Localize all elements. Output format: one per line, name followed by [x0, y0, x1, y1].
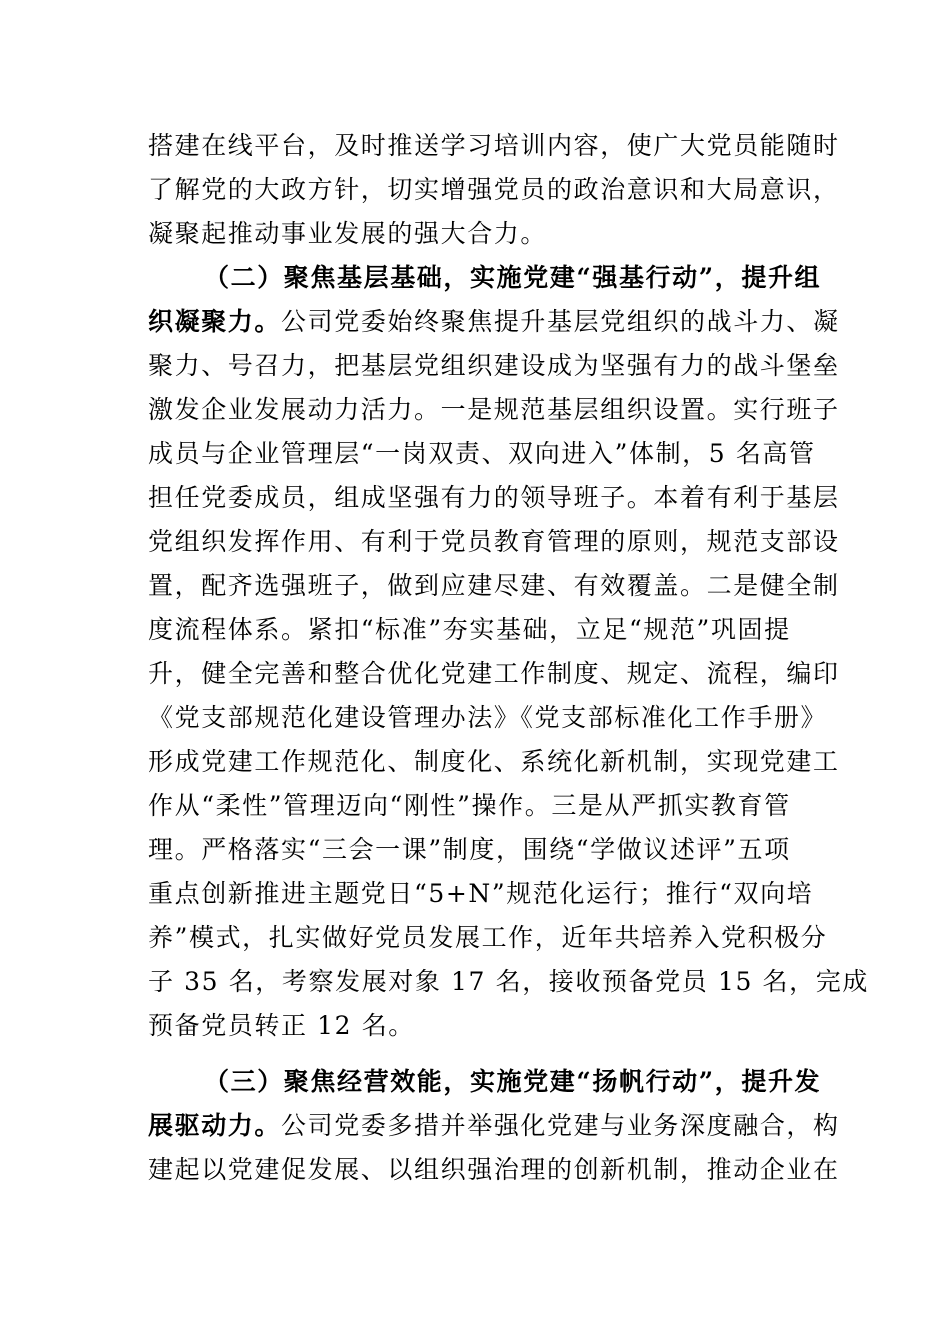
paragraph-line: 担任党委成员，组成坚强有力的领导班子。本着有利于基层: [148, 483, 840, 512]
paragraph-line: 置，配齐选强班子，做到应建尽建、有效覆盖。二是健全制: [148, 571, 840, 600]
paragraph-line: 成员与企业管理层“一岗双责、双向进入”体制，5 名高管: [148, 439, 816, 468]
section-heading-end: 展驱动力。: [148, 1111, 282, 1140]
paragraph-line: 子 35 名，考察发展对象 17 名，接收预备党员 15 名，完成: [148, 967, 869, 996]
paragraph-line: 凝聚起推动事业发展的强大合力。: [148, 219, 548, 248]
paragraph-line: 养”模式，扎实做好党员发展工作，近年共培养入党积极分: [148, 923, 828, 952]
paragraph-line: [148, 300, 840, 344]
paragraph-line: 升，健全完善和整合优化党建工作制度、规定、流程，编印: [148, 659, 840, 688]
paragraph-line: 形成党建工作规范化、制度化、系统化新机制，实现党建工: [148, 747, 840, 776]
paragraph-line: 作从“柔性”管理迈向“刚性”操作。三是从严抓实教育管: [148, 791, 791, 820]
section-heading-end: 织凝聚力。: [148, 307, 282, 336]
paragraph-line: 聚力、号召力，把基层党组织建设成为坚强有力的战斗堡垒: [148, 351, 840, 380]
paragraph-line: 重点创新推进主题党日“5+N”规范化运行；推行“双向培: [148, 879, 814, 908]
paragraph-text: 公司党委多措并举强化党建与业务深度融合，构: [281, 1111, 840, 1140]
paragraph-line: 了解党的大政方针，切实增强党员的政治意识和大局意识，: [148, 175, 840, 204]
section-heading: （三）聚焦经营效能，实施党建“扬帆行动”，提升发: [204, 1067, 822, 1096]
paragraph-line: 党组织发挥作用、有利于党员教育管理的原则，规范支部设: [148, 527, 840, 556]
section-heading: （二）聚焦基层基础，实施党建“强基行动”，提升组: [204, 263, 822, 292]
paragraph-line: [148, 1104, 840, 1148]
paragraph-line: 搭建在线平台，及时推送学习培训内容，使广大党员能随时: [148, 131, 840, 160]
paragraph-line: 《党支部规范化建设管理办法》《党支部标准化工作手册》: [148, 703, 828, 732]
paragraph-line: 激发企业发展动力活力。一是规范基层组织设置。实行班子: [148, 395, 840, 424]
paragraph-text: 公司党委始终聚焦提升基层党组织的战斗力、凝: [281, 307, 840, 336]
paragraph-line: 建起以党建促发展、以组织强治理的创新机制，推动企业在: [148, 1155, 840, 1184]
paragraph-line: 理。严格落实“三会一课”制度，围绕“学做议述评”五项: [148, 835, 791, 864]
paragraph-line: 度流程体系。紧扣“标准”夯实基础，立足“规范”巩固提: [148, 615, 791, 644]
paragraph-line: 预备党员转正 12 名。: [148, 1011, 415, 1040]
